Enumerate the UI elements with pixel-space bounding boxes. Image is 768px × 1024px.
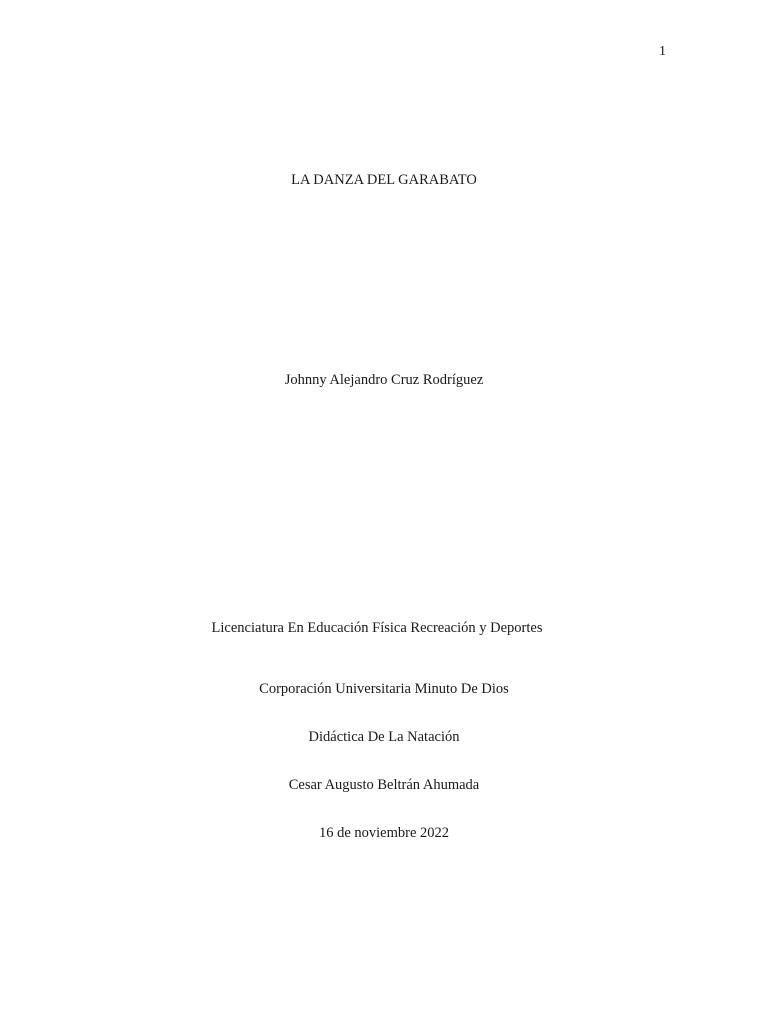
instructor-name: Cesar Augusto Beltrán Ahumada — [288, 777, 480, 793]
page-number: 1 — [659, 44, 666, 59]
university-name: Corporación Universitaria Minuto De Dios — [259, 681, 509, 697]
author-name: Johnny Alejandro Cruz Rodríguez — [284, 372, 484, 388]
program-name: Licenciatura En Educación Física Recreación y Deportes — [211, 620, 543, 636]
submission-date: 16 de noviembre 2022 — [318, 825, 450, 841]
course-name: Didáctica De La Natación — [308, 729, 460, 745]
document-title: LA DANZA DEL GARABATO — [291, 172, 477, 188]
